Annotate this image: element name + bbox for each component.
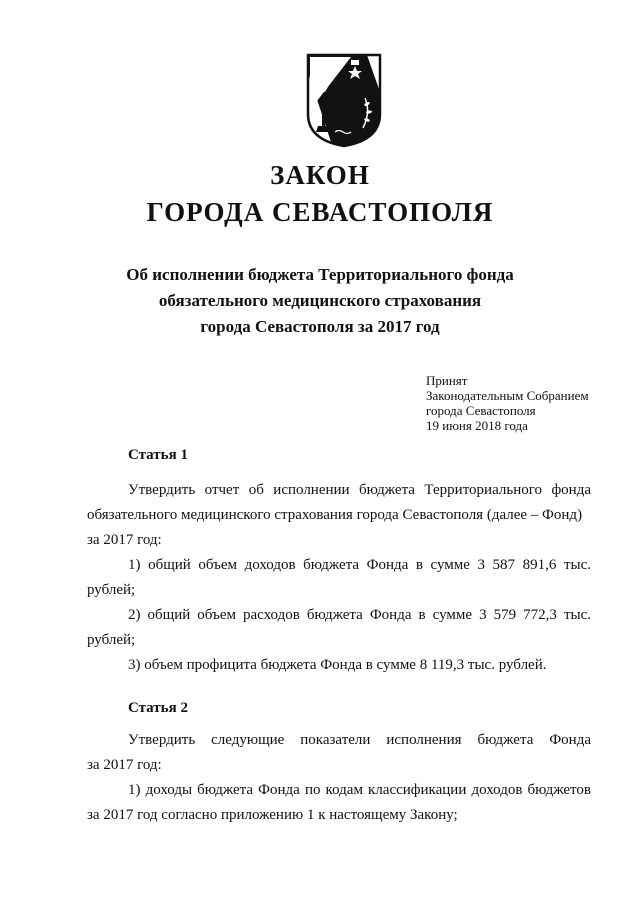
article-2-item-1: 1) доходы бюджета Фонда по кодам классификации доходов бюджетов [128, 782, 591, 798]
article-2-intro-word: следующие [211, 732, 285, 748]
adoption-note-line: города Севастополя [426, 403, 536, 418]
document-type-title: ЗАКОН [270, 160, 370, 190]
law-subject-line: города Севастополя за 2017 год [200, 317, 440, 336]
article-1-intro-line: обязательного медицинского страхования города Севастополя (далее – Фонд) [87, 507, 583, 523]
article-2-intro-word: бюджета [477, 732, 534, 748]
article-1-heading: Статья 1 [128, 447, 188, 463]
article-1-item-1: 1) общий объем доходов бюджета Фонда в сумме 3 587 891,6 тыс. [128, 557, 591, 573]
article-2-intro-word: Фонда [549, 732, 591, 748]
adoption-note [426, 373, 589, 433]
article-1-item-3: 3) объем профицита бюджета Фонда в сумме 8 119,3 тыс. рублей. [128, 657, 547, 673]
article-2-item-1-cont: за 2017 год согласно приложению 1 к настоящему Закону; [87, 807, 458, 823]
adoption-date: 19 июня 2018 года [426, 418, 528, 433]
article-2-intro-line [128, 728, 591, 753]
article-1-intro-line: за 2017 год: [87, 532, 162, 548]
article-2-intro-line: за 2017 год: [87, 757, 162, 773]
article-2-intro-word: исполнения [386, 732, 462, 748]
law-subject [60, 262, 580, 340]
article-2-intro-word: Утвердить [128, 732, 196, 748]
issuing-authority-title: ГОРОДА СЕВАСТОПОЛЯ [146, 197, 494, 227]
article-1-item-1-cont: рублей; [87, 582, 136, 598]
adoption-note-line: Законодательным Собранием [426, 388, 589, 403]
article-1-item-2: 2) общий объем расходов бюджета Фонда в сумме 3 579 772,3 тыс. [128, 607, 591, 623]
law-subject-line: Об исполнении бюджета Территориального фонда [126, 265, 514, 284]
sevastopol-coat-of-arms-icon [305, 52, 383, 148]
article-1-item-2-cont: рублей; [87, 632, 136, 648]
law-subject-line: обязательного медицинского страхования [158, 291, 482, 310]
article-1-intro-line: Утвердить отчет об исполнении бюджета Территориального фонда [128, 482, 591, 498]
article-2-intro-word: показатели [300, 732, 371, 748]
adoption-note-line: Принят [426, 373, 468, 388]
article-2-heading: Статья 2 [128, 700, 188, 716]
